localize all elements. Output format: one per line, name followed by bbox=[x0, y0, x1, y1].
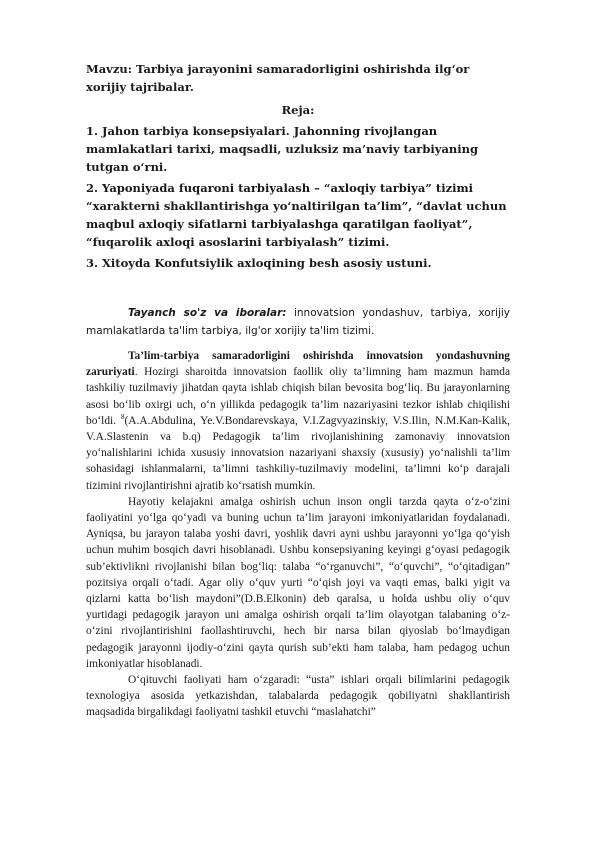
paragraph-text-cont: (A.A.Abdulina, Ye.V.Bondarevskaya, V.I.Zagvyazinskiy, V.S.Ilin, N.M.Kan-Kalik, V.A.Slastenin va b.q) Pedagogik ta’lim rivojlanishining zamonaviy innovatsion yo‘nalishlarini ichida xususiy innovatsion nazariyani shaxsiy (xususiy) yo‘nalishli ta’lim sohasidagi ishlanmalarni, ta’limni tashkiliy-tuzilmaviy modelini, ta’limni ko‘p darajali tizimini rivojlantirishni ajratib ko‘rsatish mumkin. bbox=[86, 414, 511, 492]
paragraph-lead: Ta’lim-tarbiya samaradorligini oshirishda innovatsion yondashuvning zaruriyati bbox=[86, 350, 510, 379]
body-paragraph-1 bbox=[86, 348, 510, 494]
keywords-paragraph bbox=[86, 305, 510, 340]
keywords-label: Tayanch so'z va iboralar: bbox=[128, 307, 287, 319]
paragraph-text: . Hozirgi sharoitda innovatsion faollik oliy ta’limning ham mazmun hamda tashkiliy tuzilmaviy jihatdan qayta ishlab chiqish bilan bevosita bog‘liq. Bu jarayonlarning asosi bo‘lib oxirgi uch, o‘n yillikda pedagogik ta’lim nazariyasini tezkor ishlab chiqilishi bo‘ldi. bbox=[86, 366, 510, 427]
spacer bbox=[86, 275, 510, 305]
topic-heading: Mavzu: Tarbiya jarayonini samaradorligini oshirishda ilg‘or xorijiy tajribalar. bbox=[86, 62, 470, 94]
plan-item-3: 3. Xitoyda Konfutsiylik axloqining besh asosiy ustuni. bbox=[86, 256, 432, 270]
plan-item-2: 2. Yaponiyada fuqaroni tarbiyalash – “axloqiy tarbiya” tizimi “xarakterni shakllantirishga yo‘naltirilgan ta’lim”, “davlat uchun maqbul axloqiy sifatlarni tarbiyalashga qaratilgan faoliyat”, “fuqarolik axloqi asoslarini tarbiyalash” tizimi. bbox=[86, 181, 507, 249]
keywords-text: innovatsion yondashuv, tarbiya, xorijiy mamlakatlarda ta'lim tarbiya, ilg'or xorijiy ta'lim tizimi. bbox=[86, 307, 510, 337]
body-paragraph-3: O‘qituvchi faoliyati ham o‘zgaradi: “usta” ishlari orqali bilimlarini pedagogik texnologiya asosida yetkazishdan, talabalarda pedagogik qobiliyatni shakllantirish maqsadida birgalikdagi faoliyatni tashkil etuvchi “maslahatchi” bbox=[86, 674, 510, 719]
plan-item-1: 1. Jahon tarbiya konsepsiyalari. Jahonning rivojlangan mamlakatlari tarixi, maqsadli, uzluksiz ma’naviy tarbiyaning tutgan o‘rni. bbox=[86, 124, 479, 174]
plan-title: Reja: bbox=[281, 103, 315, 117]
document-page bbox=[86, 60, 510, 721]
footnote-marker: 8 bbox=[120, 413, 125, 422]
body-paragraph-2: Hayotiy kelajakni amalga oshirish uchun inson ongli tarzda qayta o‘z-o‘zini faoliyatini yo‘lga qo‘yadi va buning uchun ta’lim jarayoni imkoniyatlaridan foydalanadi. Ayniqsa, bu jarayon talaba yoshi davri, yoshlik davri ayni ushbu jarayonni yo‘lga qo‘yish uchun muhim bosqich davri hisoblanadi. Ushbu konsepsiyaning keyingi g‘oyasi pedagogik sub’ektivlikni rivojlanishi bilan bog‘liq: talaba “o‘rganuvchi”, “o‘quvchi”, “o‘qitadigan” pozitsiya orqali o‘tadi. Agar oliy o‘quv yurti “o‘qish joyi va vaqti emas, balki yigit va qizlarni katta bo‘lish maydoni”(D.B.Elkonin) deb qaralsa, u holda ushbu oliy o‘quv yurtidagi pedagogik jarayon uni amalga oshirish orqali ta’lim olayotgan talabaning o‘z-o‘zini rivojlantirishini faollashtiruvchi, hech bir narsa bilan qiyoslab bo‘lmaydigan pedagogik jarayonni ijodiy-o‘zini qayta qurish sub’ekti ham talaba, ham pedagog uchun imkoniyatlar hisoblanadi. bbox=[86, 495, 510, 670]
